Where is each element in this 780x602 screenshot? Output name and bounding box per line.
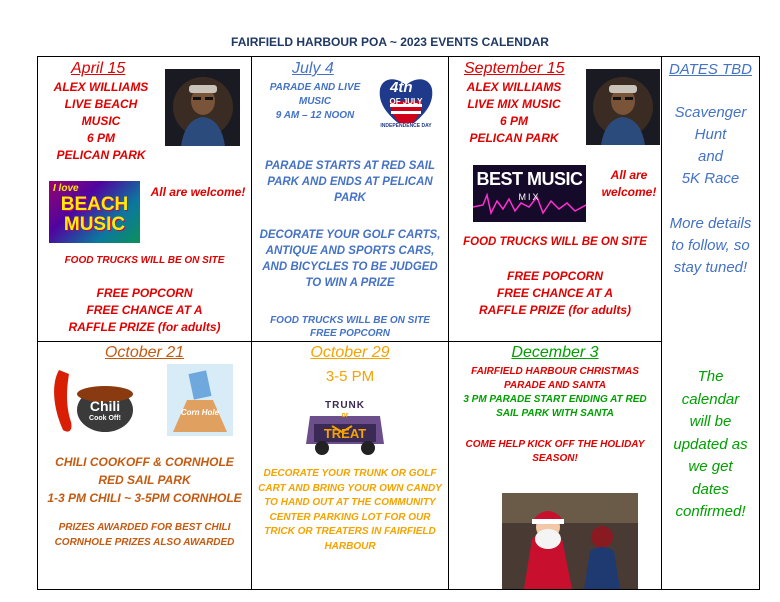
events-calendar-table [37,56,760,590]
date-heading: October 29 [310,344,390,361]
text-line: FOOD TRUCKS WILL BE ON SITE [270,315,430,326]
text-line: RED SAIL PARK [98,473,191,487]
july-footer [252,314,448,340]
parade-route: PARADE STARTS AT RED SAIL PARK AND ENDS AT PELICAN PARK [265,160,435,204]
text-line: 9 AM – 12 NOON [275,110,355,121]
text-line: PELICAN PARK [56,148,146,162]
tbd-calendar-note [662,366,759,524]
text-line: 6 PM [499,114,528,128]
text-line: to follow, so [671,237,750,254]
text-line: FREE CHANCE AT A [86,303,203,317]
text-line: FREE POPCORN [96,286,193,300]
logo-text: TRUNK [325,400,365,411]
logo-text: BEACH MUSIC [60,194,129,235]
october21-prizes [38,520,251,550]
text-line: dates [692,480,729,498]
cell-september-15 [449,57,661,341]
logo-text: OF JULY [389,97,423,106]
cell-april-15 [38,57,251,341]
date-heading: October 21 [104,344,185,361]
text-line: Hunt [694,126,727,143]
text-line: 5K Race [681,170,740,187]
alex-williams-photo [165,69,240,146]
text-line: PRIZES AWARDED FOR BEST CHILI [58,522,231,533]
text-line: updated as [673,435,748,453]
text-line: The [697,368,724,385]
december-start: 3 PM PARADE START ENDING AT RED SAIL PARK WITH SANTA [463,394,647,419]
free-items [449,268,661,319]
date-heading: DATES TBD [668,61,753,78]
welcome-note: All are welcome! [150,185,246,199]
cornhole-logo [167,364,233,436]
text-line: ALEX WILLIAMS [53,80,149,94]
text-line: LIVE BEACH [64,97,138,111]
text-line: FREE POPCORN [506,269,603,283]
text-line: FREE POPCORN [309,328,390,339]
text-line: we get [688,458,733,475]
text-line: FREE CHANCE AT A [496,286,614,300]
cell-october-29 [252,342,448,589]
date-heading: September 15 [464,60,565,77]
text-line: calendar [681,390,740,408]
text-line: More details [669,215,752,232]
september-details [449,79,579,147]
cell-july-4 [252,57,448,341]
logo-text: or [341,412,349,419]
food-trucks-note: FOOD TRUCKS WILL BE ON SITE [64,255,225,266]
text-line: 6 PM [86,131,115,145]
july-details [252,81,378,123]
trunk-or-treat-logo [302,396,388,458]
october21-details [38,453,251,507]
text-line: confirmed! [675,503,746,520]
december-parade: FAIRFIELD HARBOUR CHRISTMAS PARADE AND SANTA [471,366,639,391]
text-line: Scavenger [674,104,747,121]
text-line: LIVE MIX MUSIC [467,97,561,111]
text-line: PARADE AND LIVE [269,82,361,93]
text-line: 1-3 PM CHILI ~ 3-5PM CORNHOLE [47,491,242,505]
logo-text: Corn Hole [180,408,220,417]
cell-december-3 [449,342,661,589]
october29-time: 3-5 PM [325,368,375,385]
date-heading: April 15 [71,60,126,77]
text-line: RAFFLE PRIZE (for adults) [68,320,221,334]
logo-text: 4th [390,79,413,96]
food-trucks-note: FOOD TRUCKS WILL BE ON SITE [463,236,647,248]
date-heading: December 3 [511,344,599,361]
logo-text: BEST MUSIC [476,169,583,189]
cell-october-21 [38,342,251,589]
text-line: MUSIC [298,96,332,107]
alex-williams-photo [586,69,660,145]
logo-text: Cook Off! [89,415,121,422]
text-line: ALEX WILLIAMS [466,80,562,94]
text-line: will be [689,413,732,430]
tbd-more-details [662,213,759,279]
text-line: CORNHOLE PRIZES ALSO AWARDED [54,537,235,548]
date-heading: July 4 [292,60,334,77]
fourth-of-july-logo [376,71,436,133]
october29-details: DECORATE YOUR TRUNK OR GOLF CART AND BRING YOUR OWN CANDY TO HAND OUT AT THE COMMUNITY CENTER PARKING LOT FOR OUR TRICK OR TREATERS IN FAIRFIELD HARBOUR [258,468,442,552]
text-line: PELICAN PARK [469,131,559,145]
text-line: CHILI COOKOFF & CORNHOLE [55,455,234,469]
tbd-events [662,102,759,190]
logo-text: TREAT [323,426,367,441]
best-music-mix-logo [473,165,586,222]
text-line: and [697,148,724,165]
december-invite: COME HELP KICK OFF THE HOLIDAY SEASON! [465,439,645,464]
logo-text: I love [53,183,79,194]
page-title: FAIRFIELD HARBOUR POA ~ 2023 EVENTS CALENDAR [231,35,549,49]
free-items [38,285,251,336]
logo-text: MIX [518,192,541,202]
text-line: stay tuned! [673,259,748,276]
beach-music-logo [49,181,140,243]
text-line: RAFFLE PRIZE (for adults) [479,303,631,317]
decorate-contest: DECORATE YOUR GOLF CARTS, ANTIQUE AND SPORTS CARS, AND BICYCLES TO BE JUDGED TO WIN A PRIZE [259,229,441,289]
welcome-note: All are welcome! [601,168,657,199]
santa-photo [502,493,638,589]
logo-text: Chili [89,398,121,414]
april-details [42,79,160,164]
logo-text: INDEPENDENCE DAY [376,123,436,129]
chili-cookoff-logo [45,364,137,436]
cell-dates-tbd [662,57,759,589]
text-line: MUSIC [81,114,121,128]
